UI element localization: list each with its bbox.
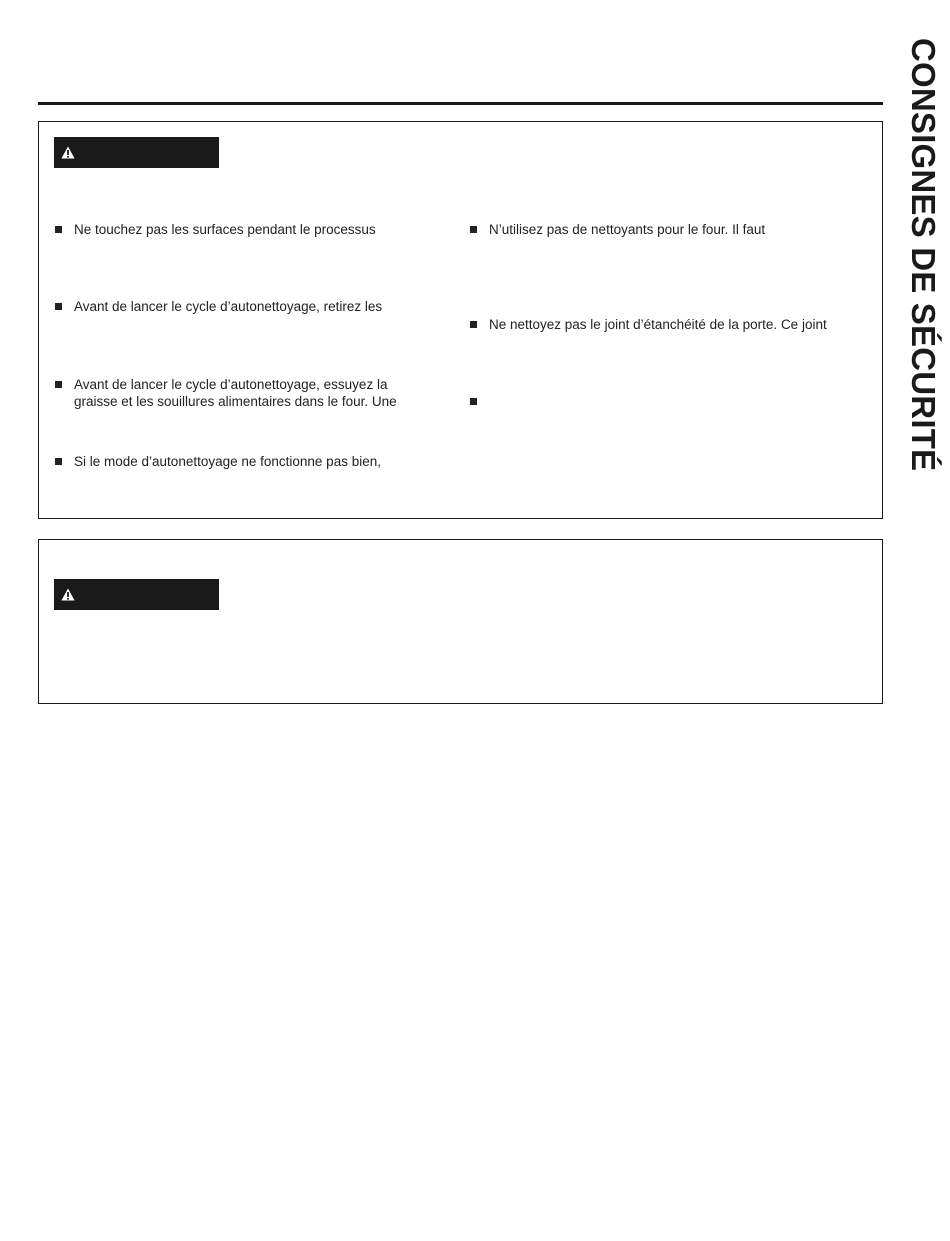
second-warning-box [38,539,883,704]
square-bullet-icon [55,298,63,315]
square-bullet-icon [470,316,478,333]
square-bullet-icon [470,221,478,238]
list-item-text: Avant de lancer le cycle d’autonettoyage, retirez les [74,299,383,314]
square-bullet-icon [55,453,63,470]
warning-label [54,137,219,168]
self-clean-warning-box [38,121,883,519]
list-item-text: N’utilisez pas de nettoyants pour le four. Il faut [489,222,766,237]
list-item-text: Si le mode d’autonettoyage ne fonctionne pas bien, [74,454,381,469]
square-bullet-icon [470,393,478,410]
list-item-text: Ne nettoyez pas le joint d’étanchéité de la porte. Ce joint [489,317,827,332]
square-bullet-icon [55,221,63,238]
warning-triangle-icon [61,146,75,159]
top-rule [38,102,883,105]
side-title: CONSIGNES DE SÉCURITÉ [905,38,942,472]
list-item-text: Ne touchez pas les surfaces pendant le processus [74,222,376,237]
warning-label [54,579,219,610]
warning-triangle-icon [61,588,75,601]
list-item-text: Avant de lancer le cycle d’autonettoyage, essuyez la graisse et les souillures alimentaires dans le four. Une [74,377,397,409]
square-bullet-icon [55,376,63,393]
